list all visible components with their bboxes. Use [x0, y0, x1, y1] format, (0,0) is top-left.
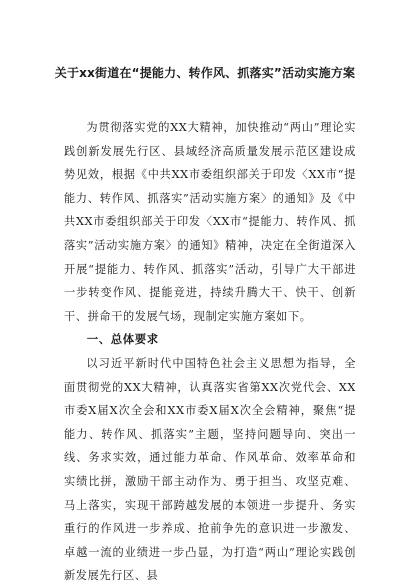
document-body: [64, 116, 356, 588]
section-heading: 一、总体要求: [86, 332, 159, 347]
document-title: 关于xx街道在“提能力、转作风、抓落实”活动实施方案: [54, 66, 356, 80]
intro-paragraph: 为贯彻落实党的XX大精神，加快推动“两山”理论实践创新发展先行区、县域经济高质量发展示范区建设成势见效，根据《中共XX市委组织部关于印发〈XX市“提能力、转作风、抓落实”活动实施方案〉的通知》及《中共XX市委组织部关于印发〈XX市“提能力、转作风、抓落实”活动实施方案〉的通知》精神，决定在全街道深入开展“提能力、转作风、抓落实”活动，引导广大干部进一步转变作风、提能竞进，持续升腾大干、快干、创新干、拼命干的发展气场，现制定实施方案如下。: [64, 121, 356, 323]
section-paragraph: 以习近平新时代中国特色社会主义思想为指导，全面贯彻党的XX大精神，认真落实省第XX次党代会、XX市委X届X次全会和XX市委X届X次全会精神，聚焦“提能力、转作风、抓落实”主题，坚持问题导向、突出一线、务求实效，通过能力革命、作风革命、效率革命和实绩比拼，激励干部主动作为、勇于担当、攻坚克难、马上落实，实现干部跨越发展的本领进一步提升、务实重行的作风进一步养成、抢前争先的意识进一步激发、卓越一流的业绩进一步凸显，为打造“两山”理论实践创新发展先行区、县: [64, 356, 356, 583]
